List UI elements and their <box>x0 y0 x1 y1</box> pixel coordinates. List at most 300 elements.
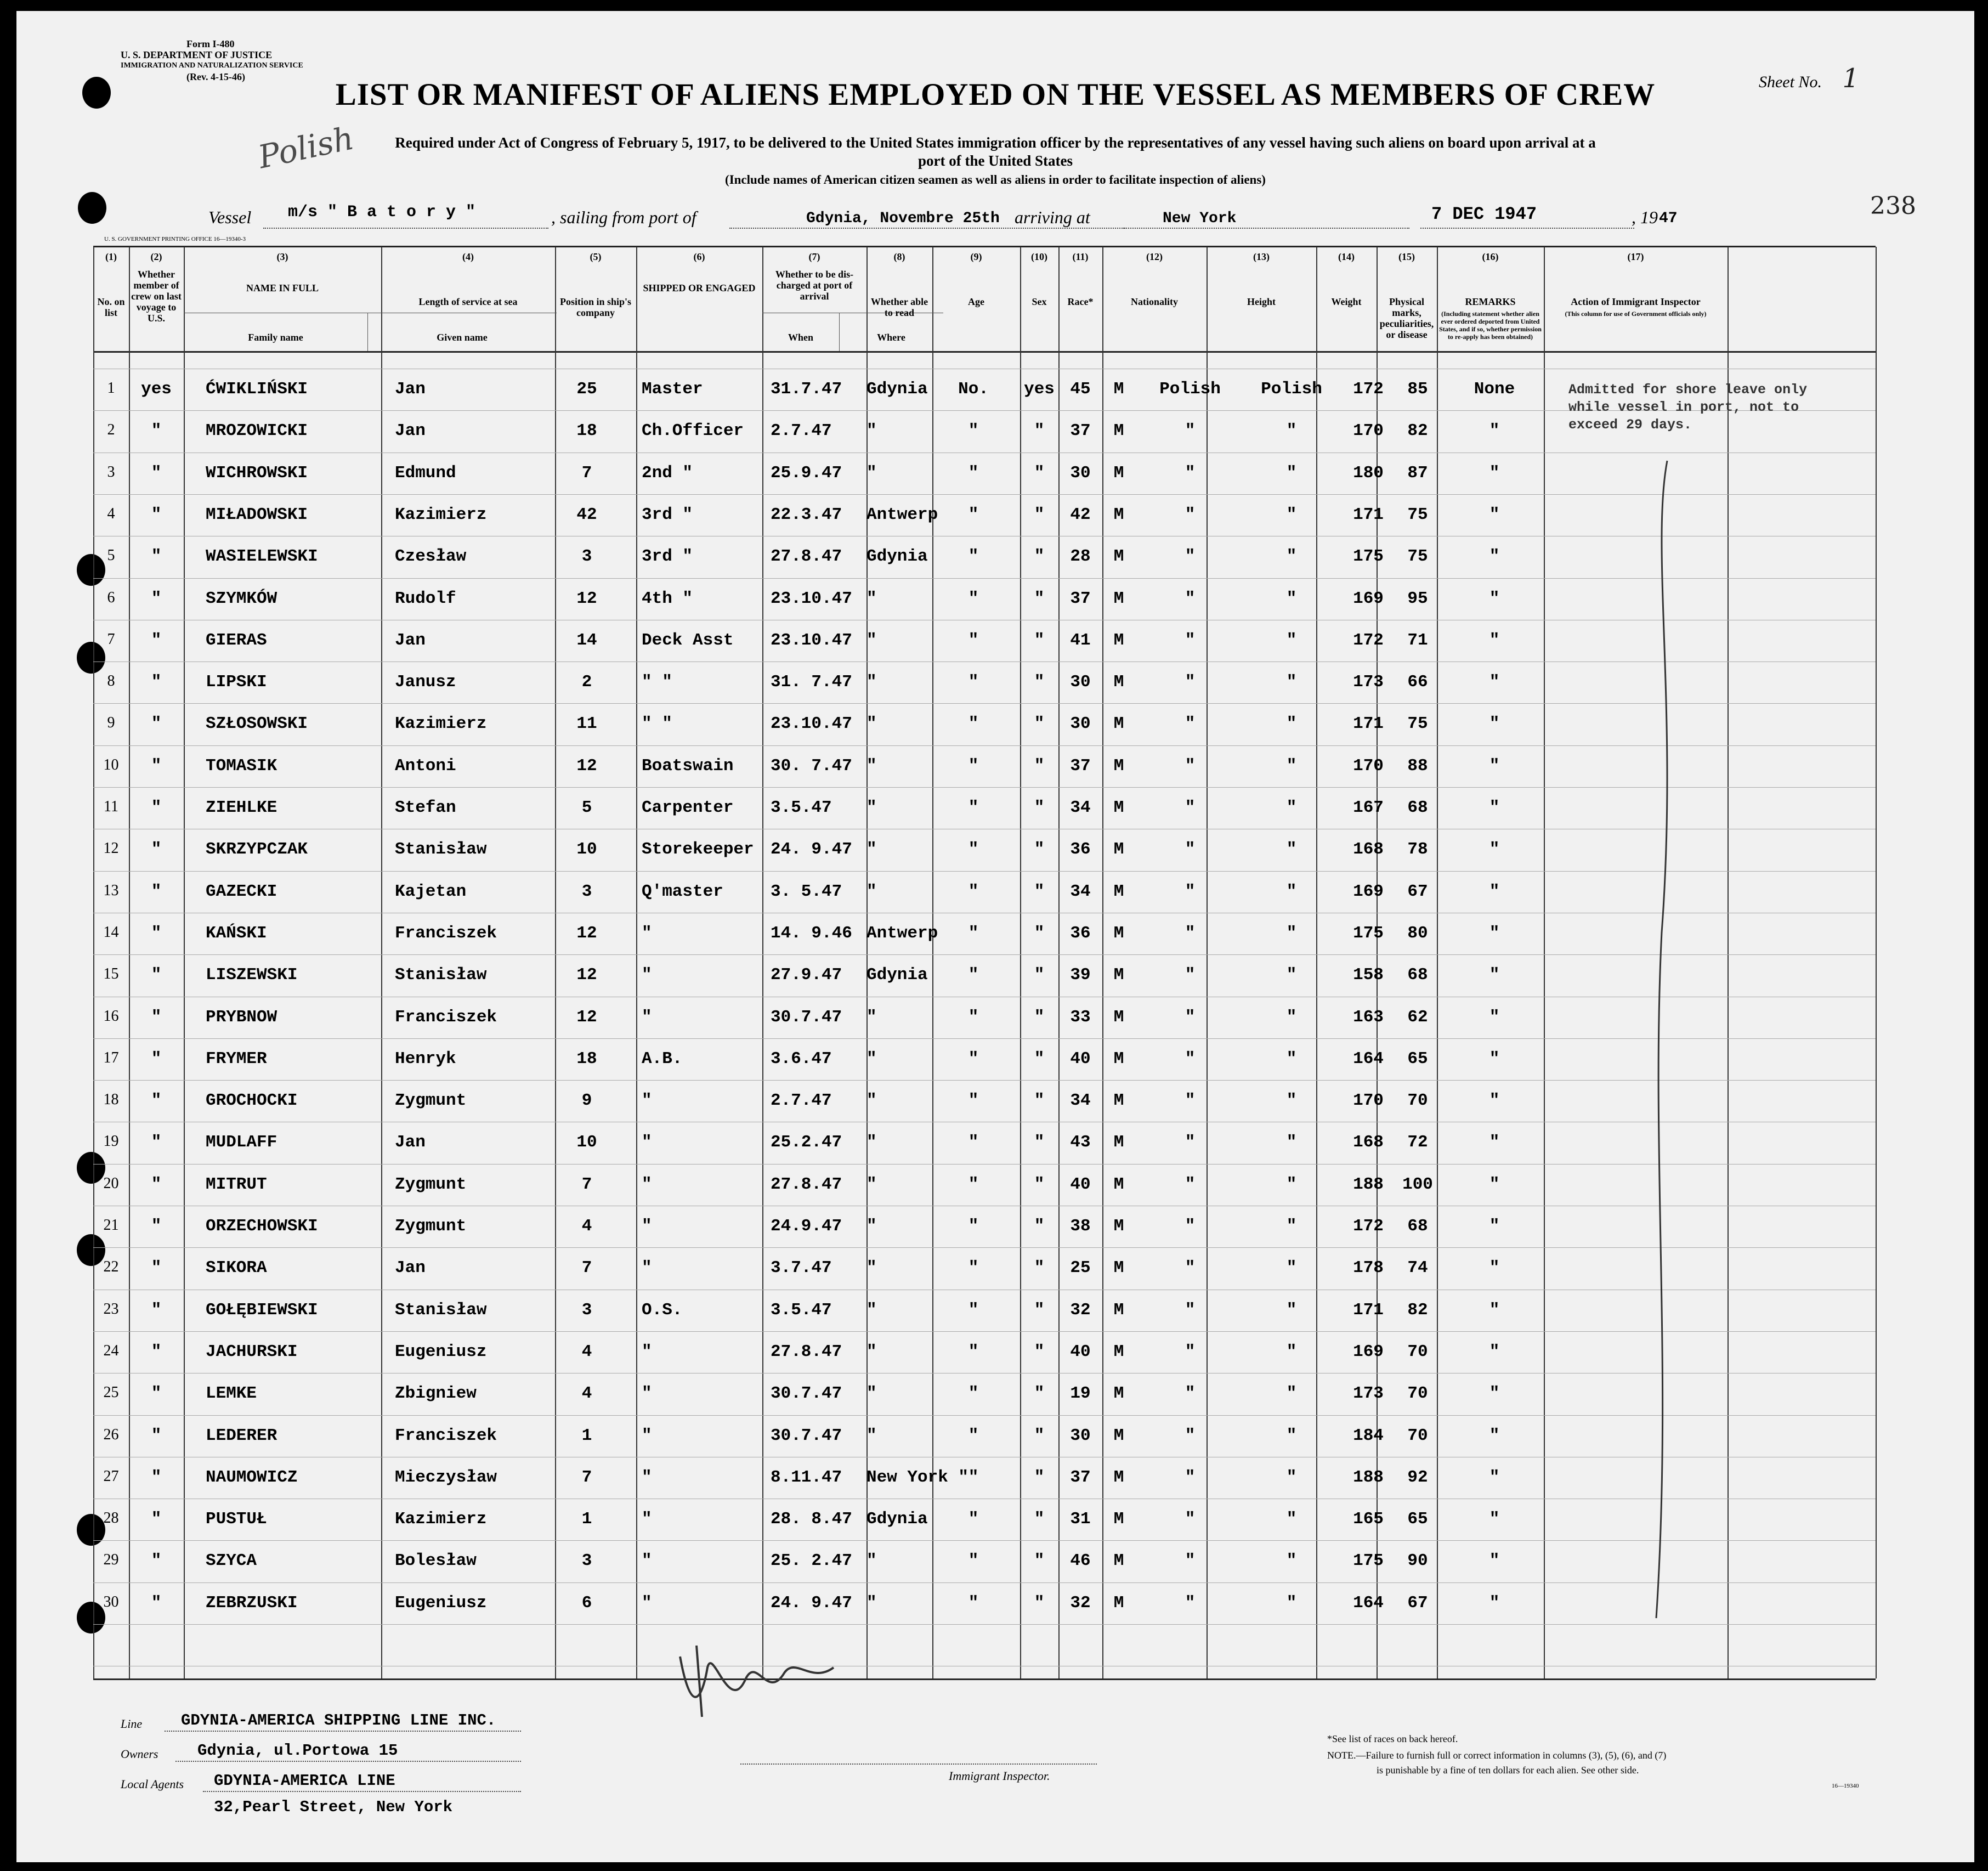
sex-cell: M <box>1113 1426 1124 1445</box>
discharged-cell: " <box>968 1174 979 1194</box>
family-name-cell: SZŁOSOWSKI <box>206 714 308 734</box>
age-cell: 34 <box>1070 1091 1091 1111</box>
shipped-when-cell: 27.8.47 <box>771 1342 842 1361</box>
year: 47 <box>1659 210 1678 227</box>
last-voyage-cell: " <box>151 1384 162 1404</box>
able-to-read-cell: " <box>1034 1426 1045 1445</box>
shipped-when-cell: 30.7.47 <box>771 1384 842 1404</box>
column-rule <box>93 247 94 1678</box>
agents-address: 32,Pearl Street, New York <box>214 1798 453 1816</box>
last-voyage-cell: " <box>151 1426 162 1445</box>
nationality-cell: " <box>1286 1551 1297 1571</box>
nationality-cell: " <box>1286 1174 1297 1194</box>
row-number: 10 <box>103 756 119 773</box>
position-cell: " <box>642 1467 652 1487</box>
column-header: SHIPPED OR ENGAGED <box>643 282 756 293</box>
arriving-at: New York <box>1163 210 1237 227</box>
service-length-cell: 3 <box>581 1551 592 1571</box>
given-name-cell: Franciszek <box>395 923 497 943</box>
row-rule <box>93 745 1876 746</box>
column-header: Race* <box>1067 296 1094 307</box>
service-length-cell: 5 <box>581 798 592 817</box>
race-cell: " <box>1185 1467 1196 1487</box>
column-rule <box>1728 247 1729 1678</box>
position-cell: Ch.Officer <box>642 421 744 441</box>
position-cell: A.B. <box>642 1049 683 1069</box>
column-header: Action of Immigrant Inspector <box>1571 296 1701 307</box>
family-name-cell: WICHROWSKI <box>206 463 308 483</box>
family-name-cell: GAZECKI <box>206 881 277 901</box>
shipped-where-cell: " <box>866 756 877 776</box>
physical-marks-cell: " <box>1489 881 1500 901</box>
able-to-read-cell: " <box>1034 1510 1045 1529</box>
weight-cell: 75 <box>1407 505 1428 524</box>
shipped-when-cell: 23.10.47 <box>771 714 852 734</box>
weight-cell: 75 <box>1407 547 1428 567</box>
age-cell: 19 <box>1070 1384 1091 1404</box>
race-cell: " <box>1185 923 1196 943</box>
given-name-cell: Jan <box>395 380 426 399</box>
service-length-cell: 10 <box>576 1133 597 1152</box>
shipped-when-cell: 27.8.47 <box>771 1174 842 1194</box>
sex-cell: M <box>1113 756 1124 776</box>
shipped-where-cell: " <box>866 672 877 692</box>
column-number: (9) <box>970 251 982 262</box>
last-voyage-cell: " <box>151 630 162 650</box>
vessel-label: Vessel <box>208 207 252 227</box>
footer-note-2: is punishable by a fine of ten dollars for each alien. See other side. <box>1377 1765 1639 1776</box>
shipped-where-cell: Gdynia <box>866 1510 928 1529</box>
family-name-cell: FRYMER <box>206 1049 267 1069</box>
position-cell: " <box>642 1426 652 1445</box>
height-cell: 184 <box>1353 1426 1384 1445</box>
shipped-when-header: When <box>788 332 813 343</box>
race-cell: " <box>1185 965 1196 985</box>
age-cell: 28 <box>1070 547 1091 567</box>
able-to-read-cell: " <box>1034 1551 1045 1571</box>
row-rule <box>93 1624 1876 1625</box>
row-rule <box>93 787 1876 788</box>
row-number: 21 <box>103 1217 119 1234</box>
column-number: (10) <box>1031 251 1047 262</box>
printing-office: U. S. GOVERNMENT PRINTING OFFICE 16—19340-3 <box>104 236 246 242</box>
given-name-cell: Eugeniusz <box>395 1342 487 1361</box>
last-voyage-cell: " <box>151 505 162 524</box>
position-cell: 4th " <box>642 589 693 608</box>
sex-cell: M <box>1113 1467 1124 1487</box>
family-name-cell: NAUMOWICZ <box>206 1467 298 1487</box>
sex-cell: M <box>1113 1049 1124 1069</box>
race-cell: " <box>1185 1300 1196 1320</box>
service-length-cell: 4 <box>581 1342 592 1361</box>
race-cell: " <box>1185 756 1196 776</box>
last-voyage-cell: " <box>151 1049 162 1069</box>
shipped-when-cell: 25. 2.47 <box>771 1551 852 1571</box>
given-name-cell: Janusz <box>395 672 456 692</box>
weight-cell: 95 <box>1407 589 1428 608</box>
last-voyage-cell: " <box>151 1133 162 1152</box>
last-voyage-cell: " <box>151 1342 162 1361</box>
discharged-cell: " <box>968 756 979 776</box>
service-length-cell: 12 <box>576 923 597 943</box>
family-name-cell: ZIEHLKE <box>206 798 277 817</box>
race-cell: " <box>1185 1007 1196 1027</box>
height-cell: 164 <box>1353 1049 1384 1069</box>
column-number: (6) <box>693 251 705 262</box>
subtitle-line-3: (Include names of American citizen seamen as well as aliens in order to facilitate inspection of aliens) <box>725 173 1266 186</box>
position-cell: " " <box>642 714 672 734</box>
physical-marks-cell: " <box>1489 923 1500 943</box>
family-name-header: Family name <box>248 332 303 343</box>
age-cell: 38 <box>1070 1217 1091 1236</box>
shipped-when-cell: 22.3.47 <box>771 505 842 524</box>
column-rule <box>1020 247 1021 1678</box>
discharged-cell: " <box>968 1426 979 1445</box>
height-cell: 172 <box>1353 380 1384 399</box>
weight-cell: 90 <box>1407 1551 1428 1571</box>
owners-value: Gdynia, ul.Portowa 15 <box>197 1742 398 1760</box>
column-header: Weight <box>1331 296 1362 307</box>
row-number: 7 <box>107 630 115 648</box>
last-voyage-cell: " <box>151 1007 162 1027</box>
row-rule <box>93 1247 1876 1248</box>
height-cell: 178 <box>1353 1258 1384 1278</box>
discharged-cell: " <box>968 630 979 650</box>
height-cell: 163 <box>1353 1007 1384 1027</box>
age-cell: 32 <box>1070 1593 1091 1613</box>
able-to-read-cell: " <box>1034 1593 1045 1613</box>
given-name-cell: Bolesław <box>395 1551 477 1571</box>
discharged-cell: " <box>968 881 979 901</box>
given-name-cell: Jan <box>395 421 426 441</box>
physical-marks-cell: " <box>1489 1007 1500 1027</box>
shipped-when-cell: 2.7.47 <box>771 421 832 441</box>
position-cell: Master <box>642 380 703 399</box>
height-cell: 175 <box>1353 547 1384 567</box>
family-name-cell: GROCHOCKI <box>206 1091 298 1111</box>
able-to-read-cell: " <box>1034 798 1045 817</box>
nationality-cell: " <box>1286 1342 1297 1361</box>
weight-cell: 78 <box>1407 840 1428 860</box>
given-name-cell: Franciszek <box>395 1426 497 1445</box>
position-cell: O.S. <box>642 1300 683 1320</box>
race-cell: " <box>1185 881 1196 901</box>
row-number: 13 <box>103 881 119 899</box>
column-rule <box>1544 247 1545 1678</box>
row-number: 29 <box>103 1551 119 1569</box>
height-cell: 169 <box>1353 1342 1384 1361</box>
shipped-when-cell: 3.5.47 <box>771 1300 832 1320</box>
nationality-cell: " <box>1286 1091 1297 1111</box>
page-title: LIST OR MANIFEST OF ALIENS EMPLOYED ON THE VESSEL AS MEMBERS OF CREW <box>335 77 1656 112</box>
last-voyage-cell: " <box>151 756 162 776</box>
sex-cell: M <box>1113 1007 1124 1027</box>
nationality-cell: " <box>1286 421 1297 441</box>
form-code: 16—19340 <box>1832 1783 1859 1789</box>
able-to-read-cell: " <box>1034 923 1045 943</box>
sex-cell: M <box>1113 421 1124 441</box>
family-name-cell: MROZOWICKI <box>206 421 308 441</box>
physical-marks-cell: " <box>1489 756 1500 776</box>
shipped-where-cell: " <box>866 1217 877 1236</box>
height-cell: 170 <box>1353 1091 1384 1111</box>
sex-cell: M <box>1113 547 1124 567</box>
last-voyage-cell: " <box>151 1300 162 1320</box>
sailing-from: Gdynia, Novembre 25th <box>806 210 1000 227</box>
height-cell: 175 <box>1353 923 1384 943</box>
service-length-cell: 12 <box>576 589 597 608</box>
shipped-where-cell: " <box>866 1551 877 1571</box>
weight-cell: 67 <box>1407 1593 1428 1613</box>
able-to-read-cell: " <box>1034 965 1045 985</box>
weight-cell: 85 <box>1407 380 1428 399</box>
last-voyage-cell: " <box>151 714 162 734</box>
able-to-read-cell: " <box>1034 1300 1045 1320</box>
age-cell: 36 <box>1070 923 1091 943</box>
given-name-cell: Jan <box>395 630 426 650</box>
height-cell: 171 <box>1353 505 1384 524</box>
position-cell: " <box>642 1551 652 1571</box>
row-rule <box>93 1038 1876 1039</box>
position-cell: " <box>642 1342 652 1361</box>
race-cell: " <box>1185 589 1196 608</box>
height-cell: 180 <box>1353 463 1384 483</box>
height-cell: 188 <box>1353 1467 1384 1487</box>
weight-cell: 70 <box>1407 1426 1428 1445</box>
age-cell: 32 <box>1070 1300 1091 1320</box>
physical-marks-cell: " <box>1489 1342 1500 1361</box>
position-cell: Deck Asst <box>642 630 734 650</box>
height-cell: 168 <box>1353 840 1384 860</box>
discharged-cell: " <box>968 1342 979 1361</box>
row-rule <box>93 1080 1876 1081</box>
sex-cell: M <box>1113 714 1124 734</box>
able-to-read-cell: " <box>1034 1174 1045 1194</box>
department-name: U. S. DEPARTMENT OF JUSTICE <box>121 49 273 60</box>
discharged-cell: " <box>968 923 979 943</box>
given-name-cell: Jan <box>395 1133 426 1152</box>
able-to-read-cell: " <box>1034 1007 1045 1027</box>
service-length-cell: 7 <box>581 1467 592 1487</box>
date-stamp: 7 DEC 1947 <box>1431 204 1537 224</box>
height-cell: 167 <box>1353 798 1384 817</box>
service-length-cell: 2 <box>581 672 592 692</box>
physical-marks-cell: " <box>1489 714 1500 734</box>
able-to-read-cell: " <box>1034 756 1045 776</box>
column-rule <box>184 247 185 1678</box>
discharged-cell: " <box>968 1551 979 1571</box>
service-length-cell: 12 <box>576 756 597 776</box>
shipped-where-cell: " <box>866 840 877 860</box>
able-to-read-cell: " <box>1034 421 1045 441</box>
race-cell: " <box>1185 421 1196 441</box>
shipped-where-cell: " <box>866 1593 877 1613</box>
column-rule <box>866 247 868 1678</box>
height-cell: 173 <box>1353 1384 1384 1404</box>
column-number: (12) <box>1146 251 1163 262</box>
column-header: Whether to be dis-charged at port of arrival <box>775 269 854 302</box>
weight-cell: 82 <box>1407 421 1428 441</box>
age-cell: 41 <box>1070 630 1091 650</box>
shipped-when-cell: 30. 7.47 <box>771 756 852 776</box>
column-number: (5) <box>590 251 602 262</box>
column-header: Position in ship's company <box>559 296 632 318</box>
family-name-cell: TOMASIK <box>206 756 277 776</box>
shipped-when-cell: 25.9.47 <box>771 463 842 483</box>
race-cell: " <box>1185 1174 1196 1194</box>
sex-cell: M <box>1113 1593 1124 1613</box>
given-name-cell: Stanisław <box>395 1300 487 1320</box>
row-number: 19 <box>103 1133 119 1150</box>
given-name-cell: Zygmunt <box>395 1174 467 1194</box>
column-number: (3) <box>276 251 288 262</box>
given-name-cell: Zygmunt <box>395 1091 467 1111</box>
able-to-read-cell: " <box>1034 840 1045 860</box>
position-cell: Boatswain <box>642 756 734 776</box>
column-header: NAME IN FULL <box>246 282 319 293</box>
given-name-cell: Kazimierz <box>395 714 487 734</box>
shipped-where-cell: " <box>866 1174 877 1194</box>
row-rule <box>93 578 1876 579</box>
row-number: 8 <box>107 672 115 690</box>
sheet-number: Sheet No. 1 <box>1758 63 1859 94</box>
able-to-read-cell: " <box>1034 1133 1045 1152</box>
sex-cell: M <box>1113 1174 1124 1194</box>
weight-cell: 70 <box>1407 1384 1428 1404</box>
service-length-cell: 12 <box>576 965 597 985</box>
weight-cell: 100 <box>1402 1174 1433 1194</box>
last-voyage-cell: " <box>151 1467 162 1487</box>
age-cell: 33 <box>1070 1007 1091 1027</box>
sex-cell: M <box>1113 840 1124 860</box>
column-number: (8) <box>893 251 905 262</box>
row-number: 6 <box>107 589 115 606</box>
height-cell: 169 <box>1353 881 1384 901</box>
nationality-cell: " <box>1286 965 1297 985</box>
shipped-when-cell: 14. 9.46 <box>771 923 852 943</box>
position-cell: " <box>642 1133 652 1152</box>
physical-marks-cell: " <box>1489 1174 1500 1194</box>
column-rule <box>1058 247 1060 1678</box>
row-rule <box>93 1582 1876 1583</box>
race-cell: " <box>1185 1258 1196 1278</box>
given-name-cell: Edmund <box>395 463 456 483</box>
form-info <box>121 38 351 82</box>
column-header: No. on list <box>97 296 125 318</box>
age-cell: 34 <box>1070 881 1091 901</box>
agents-label: Local Agents <box>121 1777 184 1791</box>
weight-cell: 65 <box>1407 1510 1428 1529</box>
last-voyage-cell: " <box>151 589 162 608</box>
nationality-cell: " <box>1286 1049 1297 1069</box>
discharged-cell: No. <box>958 380 989 399</box>
shipped-where-header: Where <box>877 332 905 343</box>
race-cell: " <box>1185 1551 1196 1571</box>
age-cell: 37 <box>1070 421 1091 441</box>
weight-cell: 74 <box>1407 1258 1428 1278</box>
sex-cell: M <box>1113 589 1124 608</box>
column-number: (16) <box>1482 251 1499 262</box>
nationality-cell: " <box>1286 1133 1297 1152</box>
shipped-where-cell: Gdynia <box>866 965 928 985</box>
race-cell: " <box>1185 1426 1196 1445</box>
age-cell: 30 <box>1070 714 1091 734</box>
row-number: 2 <box>107 421 115 439</box>
position-cell: 3rd " <box>642 505 693 524</box>
row-rule <box>93 494 1876 495</box>
race-cell: " <box>1185 672 1196 692</box>
column-rule <box>1316 247 1317 1678</box>
shipped-where-cell: " <box>866 630 877 650</box>
row-number: 22 <box>103 1258 119 1276</box>
last-voyage-cell: " <box>151 840 162 860</box>
footer-note-1: NOTE.—Failure to furnish full or correct information in columns (3), (5), (6), and (7) <box>1327 1750 1667 1761</box>
column-number: (7) <box>808 251 820 262</box>
weight-cell: 88 <box>1407 756 1428 776</box>
physical-marks-cell: " <box>1489 463 1500 483</box>
able-to-read-cell: " <box>1034 589 1045 608</box>
shipped-when-cell: 27.9.47 <box>771 965 842 985</box>
given-name-cell: Zygmunt <box>395 1217 467 1236</box>
age-cell: 37 <box>1070 1467 1091 1487</box>
given-name-cell: Eugeniusz <box>395 1593 487 1613</box>
shipped-when-cell: 3. 5.47 <box>771 881 842 901</box>
owners-label: Owners <box>121 1747 158 1761</box>
height-cell: 171 <box>1353 714 1384 734</box>
given-name-cell: Mieczysław <box>395 1467 497 1487</box>
shipped-when-cell: 31. 7.47 <box>771 672 852 692</box>
last-voyage-cell: " <box>151 1510 162 1529</box>
race-cell: " <box>1185 505 1196 524</box>
given-name-header: Given name <box>437 332 488 343</box>
height-cell: 188 <box>1353 1174 1384 1194</box>
service-length-cell: 14 <box>576 630 597 650</box>
service-length-cell: 7 <box>581 1174 592 1194</box>
row-number: 5 <box>107 547 115 564</box>
nationality-cell: " <box>1286 672 1297 692</box>
last-voyage-cell: " <box>151 1551 162 1571</box>
sex-cell: M <box>1113 672 1124 692</box>
physical-marks-cell: " <box>1489 630 1500 650</box>
discharged-cell: " <box>968 1384 979 1404</box>
age-cell: 34 <box>1070 798 1091 817</box>
row-number: 16 <box>103 1007 119 1025</box>
position-cell: 2nd " <box>642 463 693 483</box>
shipped-where-cell: " <box>866 714 877 734</box>
discharged-cell: " <box>968 965 979 985</box>
nationality-cell: " <box>1286 505 1297 524</box>
shipped-where-cell: Gdynia <box>866 380 928 399</box>
service-length-cell: 9 <box>581 1091 592 1111</box>
sex-cell: M <box>1113 1551 1124 1571</box>
last-voyage-cell: " <box>151 798 162 817</box>
age-cell: 31 <box>1070 1510 1091 1529</box>
last-voyage-cell: yes <box>141 380 172 399</box>
position-cell: " <box>642 1007 652 1027</box>
sex-cell: M <box>1113 923 1124 943</box>
shipped-where-cell: " <box>866 1300 877 1320</box>
discharged-cell: " <box>968 421 979 441</box>
physical-marks-cell: " <box>1489 1551 1500 1571</box>
discharged-cell: " <box>968 798 979 817</box>
race-cell: " <box>1185 1384 1196 1404</box>
row-rule <box>93 1164 1876 1165</box>
height-cell: 171 <box>1353 1300 1384 1320</box>
nationality-cell: " <box>1286 547 1297 567</box>
row-number: 3 <box>107 463 115 481</box>
last-voyage-cell: " <box>151 547 162 567</box>
physical-marks-cell: " <box>1489 1258 1500 1278</box>
